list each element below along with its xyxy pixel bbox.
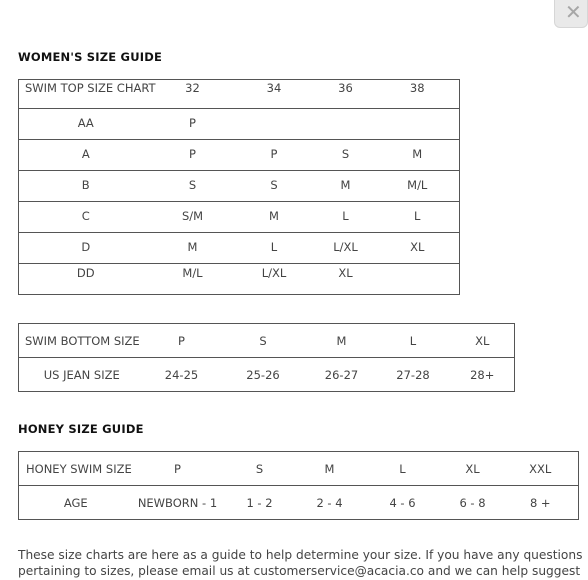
table-cell: 4 - 6	[389, 495, 416, 510]
table-header-cell: XL	[465, 461, 480, 476]
table-cell: NEWBORN - 1	[137, 495, 218, 510]
table-cell: 25-26	[246, 367, 280, 382]
table-header-cell: SWIM TOP SIZE CHART	[25, 81, 156, 95]
table-cell: 28+	[470, 367, 495, 382]
table-cell	[376, 264, 460, 295]
table-header-cell: P	[178, 333, 185, 348]
table-cell: P	[270, 147, 278, 161]
table-header-cell: 36	[338, 81, 353, 95]
table-cell: M/L	[407, 178, 428, 192]
table-row	[19, 202, 460, 233]
honey-swim-size-chart	[18, 451, 579, 520]
table-row	[19, 140, 460, 171]
table-cell	[316, 109, 376, 140]
table-cell: L/XL	[333, 240, 358, 254]
table-header-cell: M	[324, 461, 335, 476]
table-cell: 8 +	[529, 495, 551, 510]
table-header-cell: HONEY SWIM SIZE	[26, 461, 132, 476]
table-header-cell: M	[336, 333, 347, 348]
table-cell: 24-25	[164, 367, 199, 382]
size-guide-note	[18, 547, 588, 579]
table-cell: B	[81, 178, 90, 192]
womens-size-guide-heading: WOMEN'S SIZE GUIDE	[18, 50, 163, 64]
table-header-cell: 32	[185, 81, 200, 95]
table-header-cell: XXL	[529, 461, 552, 476]
table-cell: S	[341, 147, 350, 161]
table-cell: A	[81, 147, 90, 161]
table-row	[19, 233, 460, 264]
table-cell: 26-27	[324, 367, 359, 382]
table-cell: M	[269, 209, 279, 223]
table-header-cell: 38	[409, 81, 425, 95]
table-cell: M	[187, 240, 198, 254]
table-cell: S/M	[181, 209, 204, 223]
table-row	[19, 358, 515, 392]
table-cell: 6 - 8	[459, 495, 486, 510]
table-row	[19, 171, 460, 202]
table-cell: M/L	[182, 266, 203, 280]
table-cell: M	[412, 147, 423, 161]
table-cell: S	[270, 178, 278, 192]
table-cell: L	[342, 209, 349, 223]
table-header-cell: XL	[475, 333, 490, 348]
table-cell	[376, 109, 460, 140]
table-cell: DD	[76, 266, 95, 280]
table-header-cell: SWIM BOTTOM SIZE	[25, 333, 140, 348]
table-cell: AA	[77, 116, 94, 130]
table-row	[19, 324, 515, 358]
table-header-cell: L	[399, 461, 406, 476]
table-row	[19, 452, 579, 486]
swim-bottom-size-chart	[18, 323, 515, 392]
table-cell: M	[340, 178, 351, 192]
table-row	[19, 109, 460, 140]
close-button[interactable]	[554, 0, 588, 28]
table-cell: D	[81, 240, 91, 254]
table-cell: 2 - 4	[316, 495, 343, 510]
table-cell: L	[414, 209, 421, 223]
table-cell: AGE	[63, 495, 88, 510]
table-cell: P	[189, 116, 196, 130]
table-cell: C	[81, 209, 90, 223]
close-icon: ✕	[565, 0, 582, 24]
table-cell: 27-28	[396, 367, 430, 382]
swim-top-size-chart	[18, 79, 460, 295]
table-cell: XL	[410, 240, 425, 254]
table-cell: 1 - 2	[246, 495, 273, 510]
table-header-cell: L	[409, 333, 417, 348]
table-cell: L	[270, 240, 278, 254]
honey-size-guide-heading: HONEY SIZE GUIDE	[18, 422, 144, 436]
table-cell: L/XL	[261, 266, 287, 280]
table-header-cell: S	[259, 333, 267, 348]
table-cell: XL	[338, 266, 353, 280]
table-row	[19, 80, 460, 109]
table-cell: US JEAN SIZE	[43, 367, 120, 382]
table-header-cell: 34	[266, 81, 282, 95]
table-cell: S	[188, 178, 197, 192]
table-header-cell: S	[255, 461, 264, 476]
note-line: pertaining to sizes, please email us at customerservice@acacia.co and we can help suggest	[18, 564, 581, 578]
note-line: These size charts are here as a guide to help determine your size. If you have any questions	[18, 548, 583, 562]
table-row	[19, 486, 579, 520]
table-row	[19, 264, 460, 295]
table-cell	[233, 109, 316, 140]
table-header-cell: P	[174, 461, 181, 476]
table-cell: P	[189, 147, 196, 161]
